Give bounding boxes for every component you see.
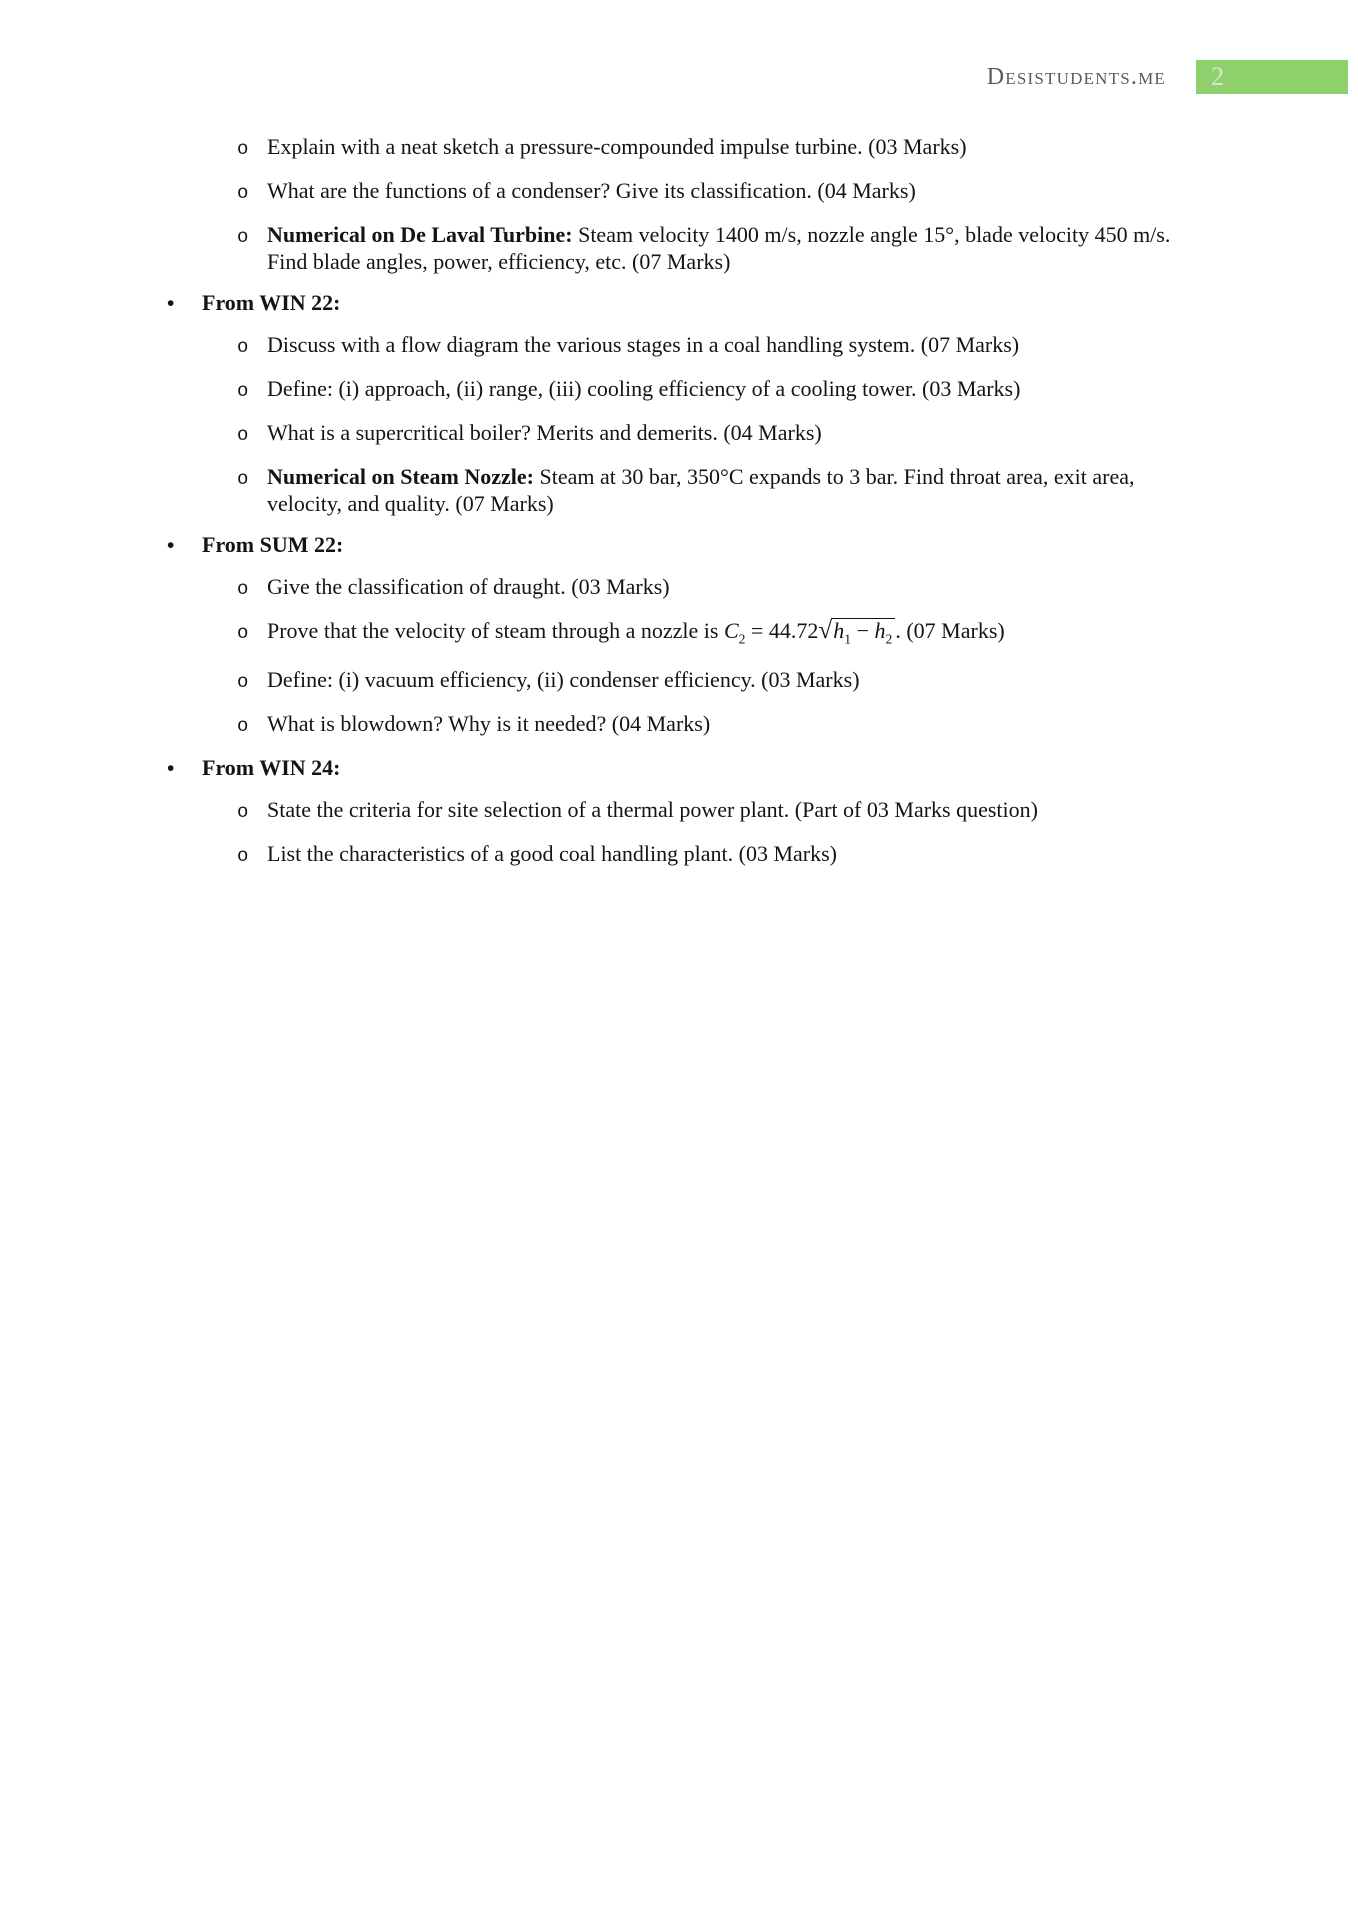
formula-subscript: 1 (844, 631, 852, 647)
section-heading-text: From WIN 24: (202, 755, 341, 781)
formula-minus: − (851, 618, 875, 643)
question-text: What is a supercritical boiler? Merits and demerits. (04 Marks) (267, 420, 822, 445)
question-text: Give the classification of draught. (03 Marks) (267, 574, 670, 599)
formula-pre-text: Prove that the velocity of steam through a nozzle is (267, 618, 724, 643)
page-header (0, 60, 1348, 94)
circle-bullet-icon: o (237, 424, 249, 446)
section-heading-text: From SUM 22: (202, 532, 344, 557)
circle-bullet-icon: o (237, 336, 249, 358)
disc-bullet-icon: • (167, 757, 175, 781)
question-bold-lead: Numerical on Steam Nozzle: (267, 464, 534, 489)
question-text (267, 463, 1190, 517)
formula-subscript: 2 (738, 631, 746, 647)
disc-bullet-icon: • (167, 292, 175, 315)
circle-bullet-icon: o (237, 622, 249, 644)
formula-variable: h (833, 618, 845, 643)
question-item (237, 710, 1190, 740)
question-text-with-formula (267, 617, 1190, 652)
circle-bullet-icon: o (237, 226, 249, 248)
question-text: Define: (i) approach, (ii) range, (iii) cooling efficiency of a cooling tower. (03 Marks) (267, 376, 1021, 401)
page-number: 2 (1211, 62, 1224, 91)
question-text: What is blowdown? Why is it needed? (04 Marks) (267, 711, 711, 737)
question-text (267, 221, 1190, 275)
circle-bullet-icon: o (237, 671, 249, 694)
section-heading (167, 754, 1358, 782)
circle-bullet-icon: o (237, 801, 249, 824)
question-text-run: Steam velocity 1400 m/s, nozzle angle 15°, blade velocity 450 m/s. Find blade angles, power, efficiency, etc. (07 Marks) (267, 222, 1171, 274)
question-text: List the characteristics of a good coal handling plant. (03 Marks) (267, 841, 837, 867)
site-name: Desistudents.me (986, 63, 1166, 90)
formula-equation: = 44.72 (745, 618, 819, 643)
question-item (237, 463, 1190, 517)
question-item (237, 331, 1190, 361)
question-item (237, 840, 1190, 870)
formula-post-text: . (07 Marks) (895, 618, 1005, 643)
question-item (237, 573, 1190, 603)
question-text: State the criteria for site selection of a thermal power plant. (Part of 03 Marks question) (267, 797, 1038, 823)
circle-bullet-icon: o (237, 715, 249, 738)
question-text-run: Steam at 30 bar, 350°C expands to 3 bar. Find throat area, exit area, velocity, and quality. (07 Marks) (267, 464, 1135, 516)
circle-bullet-icon: o (237, 380, 249, 402)
circle-bullet-icon: o (237, 182, 249, 204)
question-text: What are the functions of a condenser? Give its classification. (04 Marks) (267, 178, 916, 203)
page-number-badge (1196, 60, 1348, 94)
question-text: Discuss with a flow diagram the various stages in a coal handling system. (07 Marks) (267, 332, 1020, 357)
question-list (0, 133, 1358, 870)
document-body (0, 133, 1358, 884)
circle-bullet-icon: o (237, 468, 249, 490)
section-heading-text: From WIN 22: (202, 290, 341, 315)
question-item (237, 666, 1190, 696)
question-text: Explain with a neat sketch a pressure-compounded impulse turbine. (03 Marks) (267, 134, 967, 159)
section-heading (167, 289, 1358, 317)
question-item (237, 177, 1190, 207)
question-item (237, 617, 1190, 652)
question-text: Define: (i) vacuum efficiency, (ii) condenser efficiency. (03 Marks) (267, 667, 860, 693)
formula-subscript: 2 (885, 631, 893, 647)
formula-variable: C (723, 618, 739, 643)
circle-bullet-icon: o (237, 845, 249, 868)
formula-variable: h (874, 618, 886, 643)
circle-bullet-icon: o (237, 578, 249, 600)
question-item (237, 796, 1190, 826)
disc-bullet-icon: • (167, 534, 175, 557)
question-item (237, 419, 1190, 449)
square-root-expression (818, 616, 895, 647)
circle-bullet-icon: o (237, 138, 249, 160)
section-heading (167, 531, 1358, 559)
question-bold-lead: Numerical on De Laval Turbine: (267, 222, 573, 247)
radicand (831, 618, 895, 651)
question-item (237, 133, 1190, 163)
radical-sign-icon: √ (818, 616, 833, 644)
question-item (237, 221, 1190, 275)
question-item (237, 375, 1190, 405)
